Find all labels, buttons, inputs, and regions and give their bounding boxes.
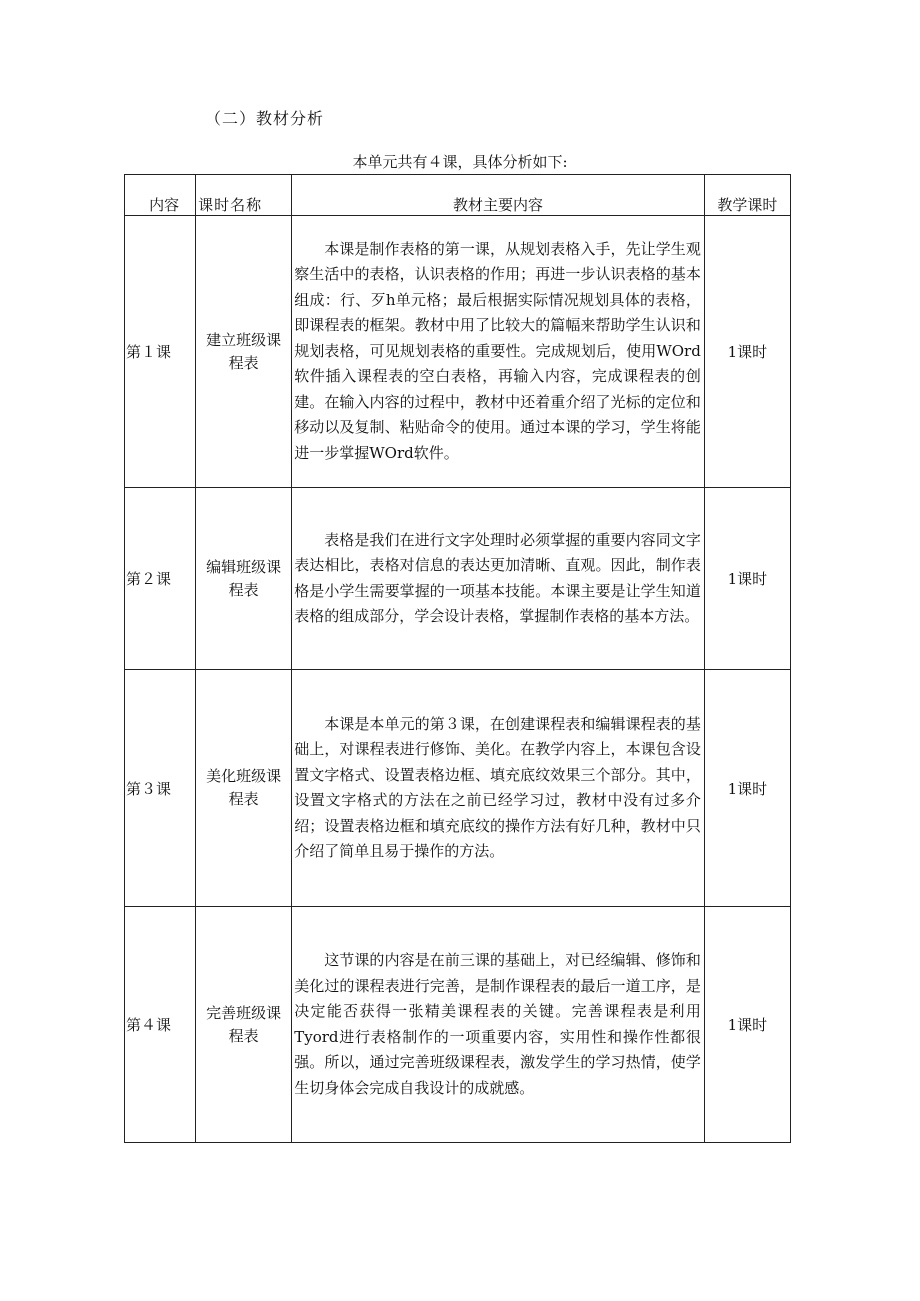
header-main-content: 教材主要内容 bbox=[292, 175, 705, 216]
lesson-name: 美化班级课程表 bbox=[196, 670, 292, 907]
lesson-number: 第１课 bbox=[125, 216, 196, 488]
header-hours: 教学课时 bbox=[704, 175, 790, 216]
table-row bbox=[125, 670, 791, 907]
header-lesson-name: 课时名称 bbox=[196, 175, 292, 216]
lesson-content: 本课是制作表格的第一课，从规划表格入手，先让学生观察生活中的表格，认识表格的作用；再进一步认识表格的基本组成：行、歹h单元格；最后根据实际情况规划具体的表格，即课程表的框架。教材中用了比较大的篇幅来帮助学生认识和规划表格，可见规划表格的重要性。完成规划后，使用WOrd软件插入课程表的空白表格，再输入内容，完成课程表的创建。在输入内容的过程中，教材中还着重介绍了光标的定位和移动以及复制、粘贴命令的使用。通过本课的学习，学生将能进一步掌握WOrd软件。 bbox=[292, 216, 705, 488]
lesson-hours: 1课时 bbox=[704, 670, 790, 907]
lesson-name: 编辑班级课程表 bbox=[196, 488, 292, 670]
lesson-hours: 1课时 bbox=[704, 216, 790, 488]
lesson-name: 建立班级课程表 bbox=[196, 216, 292, 488]
table-row bbox=[125, 216, 791, 488]
lesson-number: 第４课 bbox=[125, 907, 196, 1143]
section-heading: （二）教材分析 bbox=[205, 109, 325, 128]
lesson-hours: 1课时 bbox=[704, 488, 790, 670]
header-content: 内容 bbox=[125, 175, 196, 216]
table-row bbox=[125, 907, 791, 1143]
lesson-number: 第３课 bbox=[125, 670, 196, 907]
lesson-content: 这节课的内容是在前三课的基础上，对已经编辑、修饰和美化过的课程表进行完善，是制作课程表的最后一道工序，是决定能否获得一张精美课程表的关键。完善课程表是利用Tyord进行表格制作的一项重要内容，实用性和操作性都很强。所以，通过完善班级课程表，激发学生的学习热情，使学生切身体会完成自我设计的成就感。 bbox=[292, 907, 705, 1143]
table-row bbox=[125, 488, 791, 670]
lesson-content: 本课是本单元的第３课，在创建课程表和编辑课程表的基础上，对课程表进行修饰、美化。在教学内容上，本课包含设置文字格式、设置表格边框、填充底纹效果三个部分。其中，设置文字格式的方法在之前已经学习过，教材中没有过多介绍；设置表格边框和填充底纹的操作方法有好几种，教材中只介绍了简单且易于操作的方法。 bbox=[292, 670, 705, 907]
lesson-name: 完善班级课程表 bbox=[196, 907, 292, 1143]
lesson-number: 第２课 bbox=[125, 488, 196, 670]
lesson-hours: 1课时 bbox=[704, 907, 790, 1143]
lesson-content: 表格是我们在进行文字处理时必须掌握的重要内容同文字表达相比，表格对信息的表达更加清晰、直观。因此，制作表格是小学生需要掌握的一项基本技能。本课主要是让学生知道表格的组成部分，学会设计表格，掌握制作表格的基本方法。 bbox=[292, 488, 705, 670]
table-header-row bbox=[125, 175, 791, 216]
table-caption: 本单元共有４课，具体分析如下: bbox=[352, 153, 568, 171]
analysis-table bbox=[124, 174, 791, 1143]
